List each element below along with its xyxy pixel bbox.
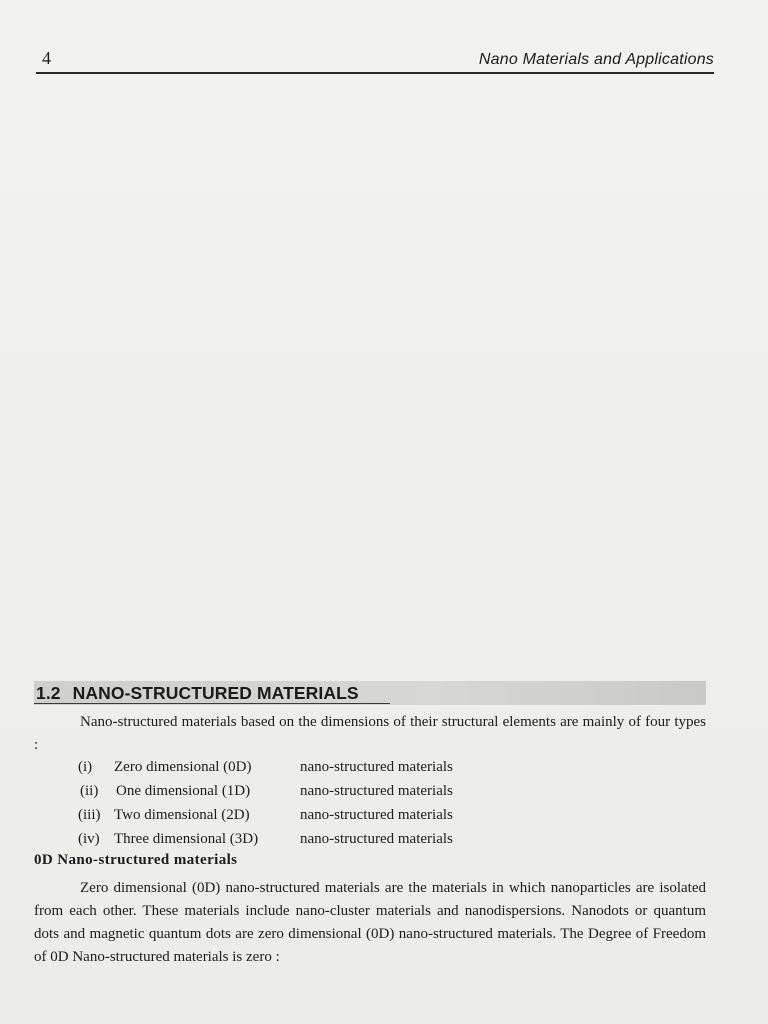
section-heading	[36, 681, 359, 705]
list-marker: (iii)	[78, 807, 101, 823]
running-title: Nano Materials and Applications	[478, 51, 714, 68]
list-kind: nano-structured materials	[300, 759, 453, 775]
types-list	[78, 755, 498, 851]
list-item	[78, 779, 498, 803]
list-item	[78, 827, 498, 851]
list-dimension: One dimensional (1D)	[116, 783, 251, 799]
section-underline	[34, 703, 390, 704]
subsection-paragraph-text: Zero dimensional (0D) nano-structured materials are the materials in which nanoparticles are isolated from each other. These materials include nano-cluster materials and nanodispersions. Nanodots or quantum dots and magnetic quantum dots are zero dimensional (0D) nano-structured materials. The Degree of Freedom of 0D Nano-structured materials is zero :	[34, 880, 706, 965]
list-marker: (i)	[78, 759, 93, 775]
list-item	[78, 755, 498, 779]
list-dimension: Zero dimensional (0D)	[114, 759, 252, 775]
list-marker: (ii)	[80, 783, 99, 799]
page-number: 4	[42, 48, 51, 68]
list-marker: (iv)	[78, 831, 100, 847]
section-number: 1.2	[36, 683, 61, 703]
list-dimension: Two dimensional (2D)	[114, 807, 250, 823]
intro-paragraph-text: Nano-structured materials based on the dimensions of their structural elements are mainly of four types :	[34, 714, 706, 753]
list-item	[78, 803, 498, 827]
list-kind: nano-structured materials	[300, 783, 453, 799]
list-dimension: Three dimensional (3D)	[114, 831, 259, 847]
section-heading-bar	[34, 681, 706, 705]
subsection-heading: 0D Nano-structured materials	[34, 852, 238, 868]
list-kind: nano-structured materials	[300, 807, 453, 823]
section-title: NANO-STRUCTURED MATERIALS	[72, 683, 359, 703]
subsection-paragraph	[34, 877, 706, 969]
header-rule	[36, 72, 714, 74]
page-header	[36, 46, 714, 74]
intro-paragraph	[34, 711, 706, 757]
list-kind: nano-structured materials	[300, 831, 453, 847]
